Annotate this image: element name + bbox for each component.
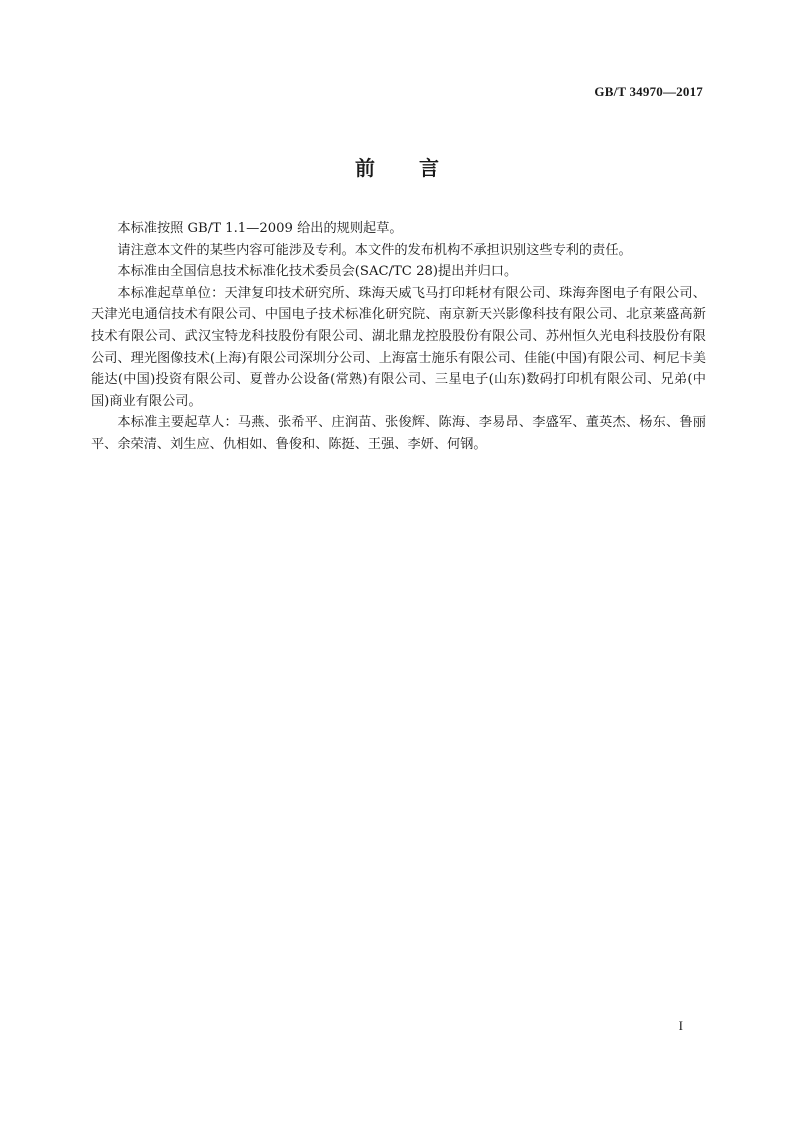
page-title bbox=[0, 152, 794, 181]
page-title-char-2: 言 bbox=[419, 156, 439, 180]
foreword-body bbox=[91, 218, 706, 456]
paragraph-drafting-rules: 本标准按照 GB/T 1.1—2009 给出的规则起草。 bbox=[117, 221, 403, 236]
page-number: I bbox=[678, 1018, 683, 1033]
paragraph-drafting-units: 本标准起草单位：天津复印技术研究所、珠海天威飞马打印耗材有限公司、珠海奔图电子有限公司、天津光电通信技术有限公司、中国电子技术标准化研究院、南京新天兴影像科技有限公司、北京莱盛高新技术有限公司、武汉宝特龙科技股份有限公司、湖北鼎龙控股股份有限公司、苏州恒久光电科技股份有限公司、理光图像技术(上海)有限公司深圳分公司、上海富士施乐有限公司、佳能(中国)有限公司、柯尼卡美能达(中国)投资有限公司、夏普办公设备(常熟)有限公司、三星电子(山东)数码打印机有限公司、兄弟(中国)商业有限公司。 bbox=[91, 285, 706, 409]
paragraph-proposer: 本标准由全国信息技术标准化技术委员会(SAC/TC 28)提出并归口。 bbox=[117, 264, 518, 280]
page-title-char-1: 前 bbox=[355, 156, 375, 180]
paragraph-patent-notice: 请注意本文件的某些内容可能涉及专利。本文件的发布机构不承担识别这些专利的责任。 bbox=[117, 242, 632, 258]
paragraph-drafters: 本标准主要起草人：马燕、张希平、庄润苗、张俊辉、陈海、李易昂、李盛军、董英杰、杨东、鲁丽平、余荣清、刘生应、仇相如、鲁俊和、陈挺、王强、李妍、何钢。 bbox=[91, 415, 706, 452]
standard-number: GB/T 34970—2017 bbox=[594, 84, 703, 99]
